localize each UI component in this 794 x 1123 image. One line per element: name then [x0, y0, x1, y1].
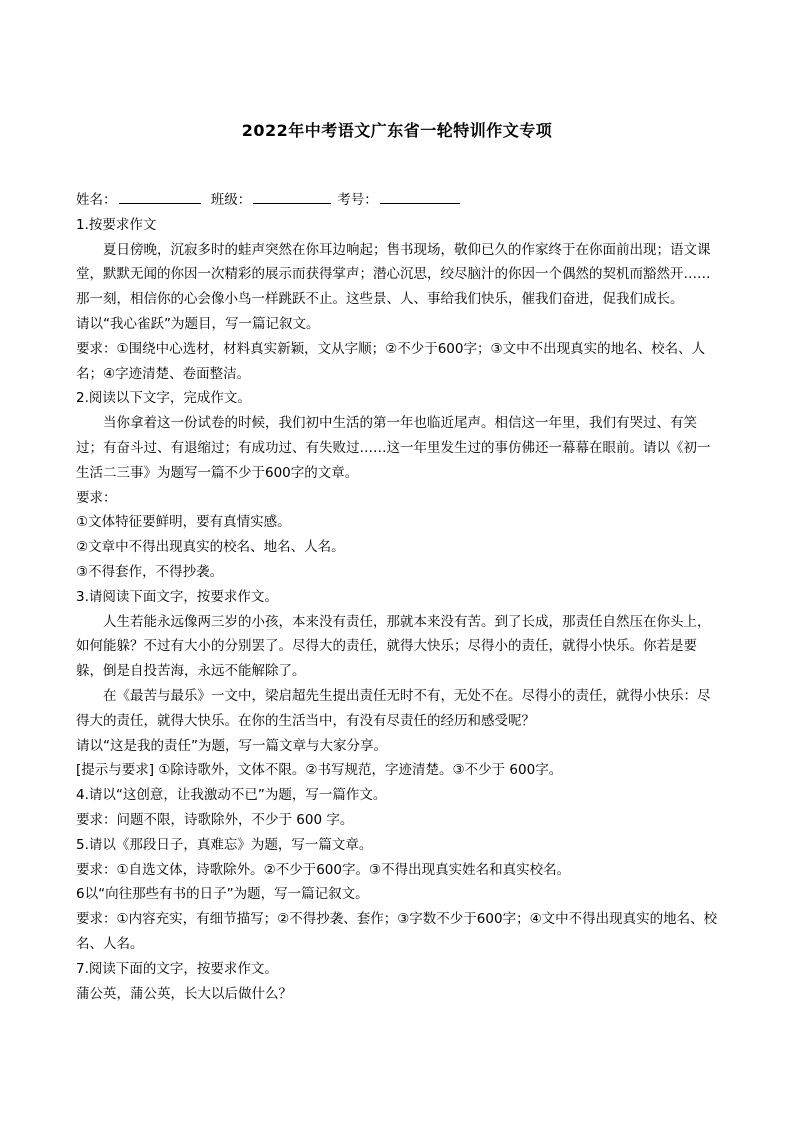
prompt-paragraph: 夏日傍晚，沉寂多时的蛙声突然在你耳边响起；售书现场，敬仰已久的作家终于在你面前出现；语文课堂，默默无闻的你因一次精彩的展示而获得掌声；潜心沉思，绞尽脑汁的你因一个偶然的契机而豁然开……那一刻，相信你的心会像小鸟一样跳跃不止。这些景、人、事给我们快乐，催我们奋进，促我们成长。 [76, 241, 711, 308]
requirement-item: ②文章中不得出现真实的校名、地名、人名。 [76, 539, 345, 556]
question-heading: 1.按要求作文 [76, 216, 157, 233]
instruction-text: 请以“这是我的责任”为题，写一篇文章与大家分享。 [76, 737, 387, 754]
question-heading: 6以“向往那些有书的日子”为题，写一篇记叙文。 [76, 886, 369, 903]
document-body [76, 188, 721, 1006]
instruction-text: 请以“我心雀跃”为题目，写一篇记叙文。 [76, 315, 320, 332]
exam-number-label: 考号： [337, 192, 378, 208]
name-blank [119, 189, 201, 204]
class-label: 班级： [210, 192, 252, 208]
requirements-text: 要求：①自选文体，诗歌除外。②不少于600字。③不得出现真实姓名和真实校名。 [76, 861, 571, 878]
requirements-text: [提示与要求] ①除诗歌外，文体不限。②书写规范，字迹清楚。③不少于 600字。 [76, 762, 563, 779]
question-heading: 7.阅读下面的文字，按要求作文。 [76, 960, 278, 977]
class-blank [253, 189, 331, 204]
prompt-paragraph: 在《最苦与最乐》一文中，梁启超先生提出责任无时不有，无处不在。尽得小的责任，就得小快乐：尽得大的责任，就得大快乐。在你的生活当中，有没有尽责任的经历和感受呢？ [76, 687, 711, 729]
question-heading: 4.请以“这创意，让我激动不已”为题，写一篇作文。 [76, 787, 387, 804]
requirement-item: ①文体特征要鲜明，要有真情实感。 [76, 514, 291, 531]
question-heading: 2.阅读以下文字，完成作文。 [76, 390, 251, 407]
exam-number-blank [380, 189, 460, 204]
prompt-paragraph: 人生若能永远像两三岁的小孩，本来没有责任，那就本来没有苦。到了长成，那责任自然压在你头上，如何能躲？不过有大小的分别罢了。尽得大的责任，就得大快乐；尽得小的责任，就得小快乐。你若是要躲，倒是自投苦海，永远不能解除了。 [76, 613, 711, 680]
requirements-text: 要求：①内容充实，有细节描写；②不得抄袭、套作；③字数不少于600字；④文中不得出现真实的地名、校名、人名。 [76, 911, 718, 952]
student-info-line [76, 188, 721, 213]
prompt-text: 蒲公英，蒲公英，长大以后做什么？ [76, 985, 292, 1002]
requirements-text: 要求：问题不限，诗歌除外，不少于 600 字。 [76, 811, 354, 828]
requirement-item: ③不得套作，不得抄袭。 [76, 563, 224, 580]
page-title: 2022年中考语文广东省一轮特训作文专项 [241, 121, 553, 140]
requirements-text: 要求：①围绕中心选材，材料真实新颖，文从字顺；②不少于600字；③文中不出现真实的地名、校名、人名；④字迹清楚、卷面整洁。 [76, 340, 706, 382]
prompt-paragraph: 当你拿着这一份试卷的时候，我们初中生活的第一年也临近尾声。相信这一年里，我们有哭过、有笑过；有奋斗过、有退缩过；有成功过、有失败过……这一年里发生过的事仿佛还一幕幕在眼前。请以《初一生活二三事》为题写一篇不少于600字的文章。 [76, 415, 711, 481]
requirements-label: 要求： [76, 489, 117, 506]
name-label: 姓名： [76, 192, 117, 208]
question-heading: 3.请阅读下面文字，按要求作文。 [76, 588, 278, 605]
question-heading: 5.请以《那段日子，真难忘》为题，写一篇文章。 [76, 836, 373, 853]
